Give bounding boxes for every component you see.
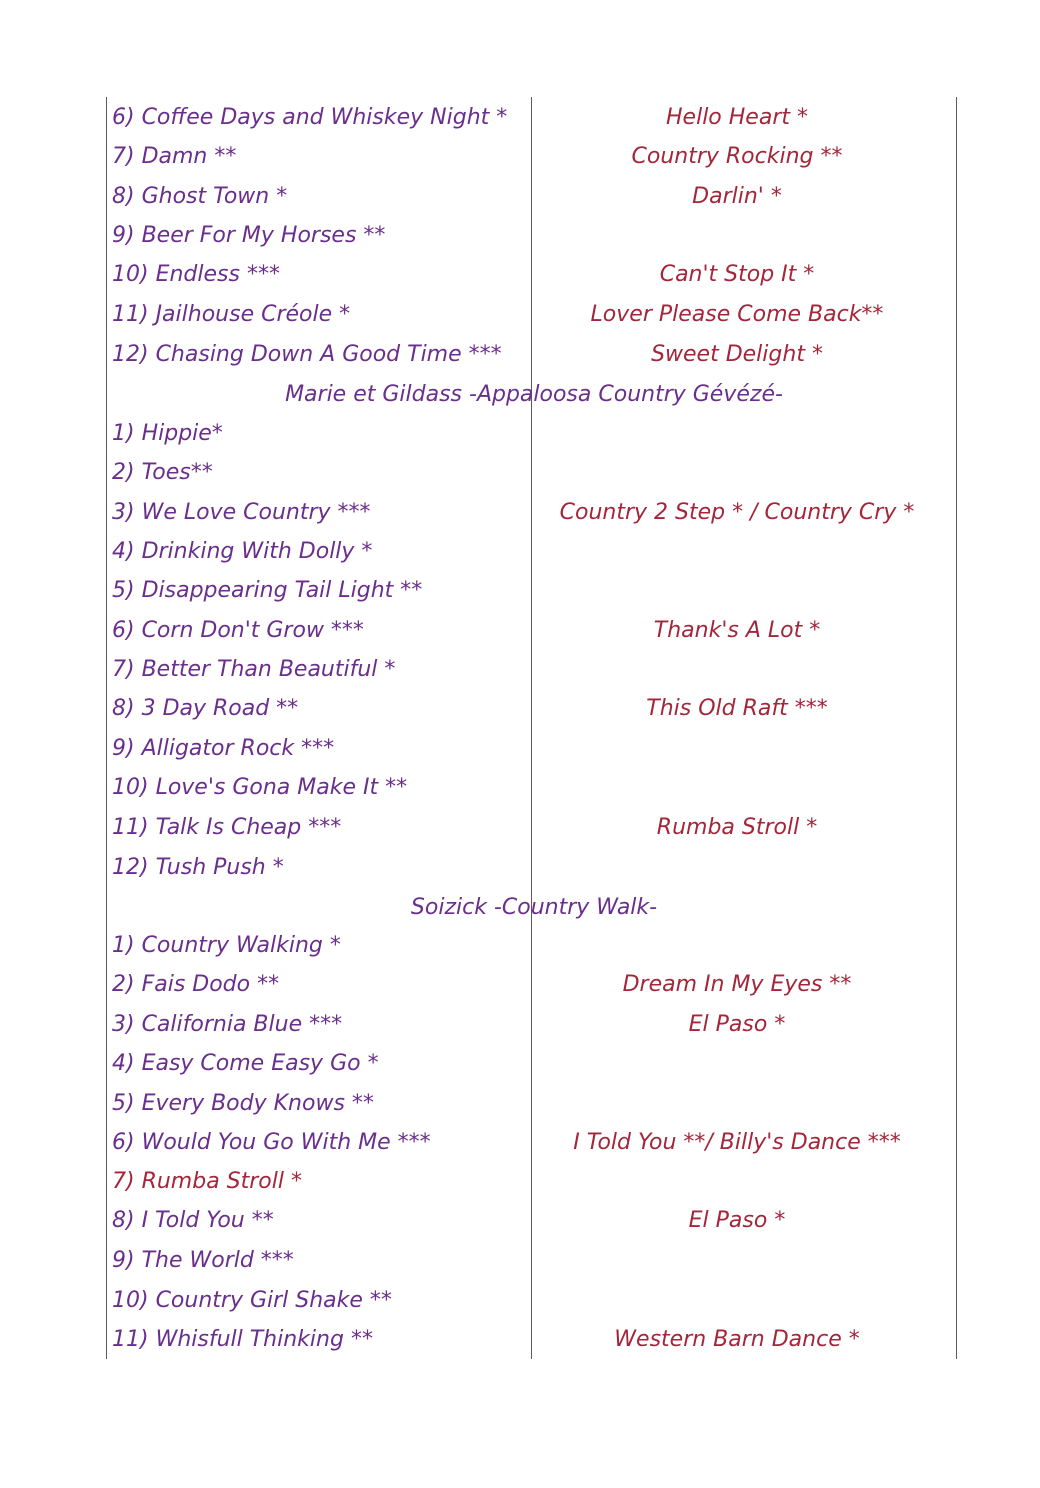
dance-list-item: 4) Drinking With Dolly *: [112, 539, 373, 564]
dance-list-item: 7) Damn **: [112, 144, 237, 169]
dance-list-item: 2) Fais Dodo **: [112, 972, 280, 997]
dance-alternative: I Told You **/ Billy's Dance ***: [573, 1130, 901, 1155]
dance-alternative: Can't Stop It *: [659, 262, 815, 287]
dance-list-item: 12) Tush Push *: [112, 855, 284, 880]
dance-alternative: Western Barn Dance *: [614, 1327, 860, 1352]
dance-list-item: 11) Jailhouse Créole *: [112, 302, 351, 327]
dance-list-item: 9) Alligator Rock ***: [112, 736, 335, 761]
dance-alternative: Hello Heart *: [666, 105, 808, 130]
dance-alternative: Country Rocking **: [631, 144, 843, 169]
dance-list-item: 6) Would You Go With Me ***: [112, 1130, 431, 1155]
dance-alternative: El Paso *: [688, 1012, 786, 1037]
dance-list-item: 5) Disappearing Tail Light **: [112, 578, 423, 603]
dance-alternative: Lover Please Come Back**: [590, 302, 884, 327]
dance-list-item: 1) Hippie*: [112, 421, 223, 446]
dance-list-item: 7) Better Than Beautiful *: [112, 657, 396, 682]
section-heading-soizick: Soizick -Country Walk-: [410, 895, 658, 920]
dance-list-item: 10) Endless ***: [112, 262, 280, 287]
dance-alternative: Rumba Stroll *: [656, 815, 818, 840]
dance-list-item: 4) Easy Come Easy Go *: [112, 1051, 379, 1076]
dance-alternative: El Paso *: [688, 1208, 786, 1233]
dance-list-item: 6) Corn Don't Grow ***: [112, 618, 364, 643]
dance-alternative: This Old Raft ***: [646, 696, 828, 721]
dance-alternative: Sweet Delight *: [651, 342, 823, 367]
dance-alternative: Country 2 Step * / Country Cry *: [559, 500, 915, 525]
dance-list-item: 12) Chasing Down A Good Time ***: [112, 342, 502, 367]
dance-alternative: Darlin' *: [692, 184, 782, 209]
dance-list-item: 9) The World ***: [112, 1248, 294, 1273]
dance-list-item: 8) 3 Day Road **: [112, 696, 299, 721]
dance-list-item: 6) Coffee Days and Whiskey Night *: [112, 105, 508, 130]
section-heading-marie-gildass: Marie et Gildass -Appaloosa Country Gévézé-: [285, 382, 783, 407]
dance-list-item: 10) Country Girl Shake **: [112, 1288, 392, 1313]
dance-alternative: Thank's A Lot *: [653, 618, 821, 643]
dance-list-item: 3) We Love Country ***: [112, 500, 371, 525]
dance-list-item: 8) Ghost Town *: [112, 184, 288, 209]
dance-list-item: 8) I Told You **: [112, 1208, 274, 1233]
dance-list-item: 9) Beer For My Horses **: [112, 223, 386, 248]
dance-list-item: 7) Rumba Stroll *: [112, 1169, 302, 1194]
dance-list-item: 11) Whisfull Thinking **: [112, 1327, 373, 1352]
dance-list-item: 11) Talk Is Cheap ***: [112, 815, 342, 840]
right-border-line: [956, 97, 957, 1359]
dance-list-item: 10) Love's Gona Make It **: [112, 775, 408, 800]
dance-list-item: 1) Country Walking *: [112, 933, 341, 958]
dance-list-item: 3) California Blue ***: [112, 1012, 343, 1037]
dance-alternative: Dream In My Eyes **: [622, 972, 852, 997]
dance-list-item: 2) Toes**: [112, 460, 213, 485]
left-border-line: [106, 97, 107, 1359]
dance-list-item: 5) Every Body Knows **: [112, 1091, 374, 1116]
